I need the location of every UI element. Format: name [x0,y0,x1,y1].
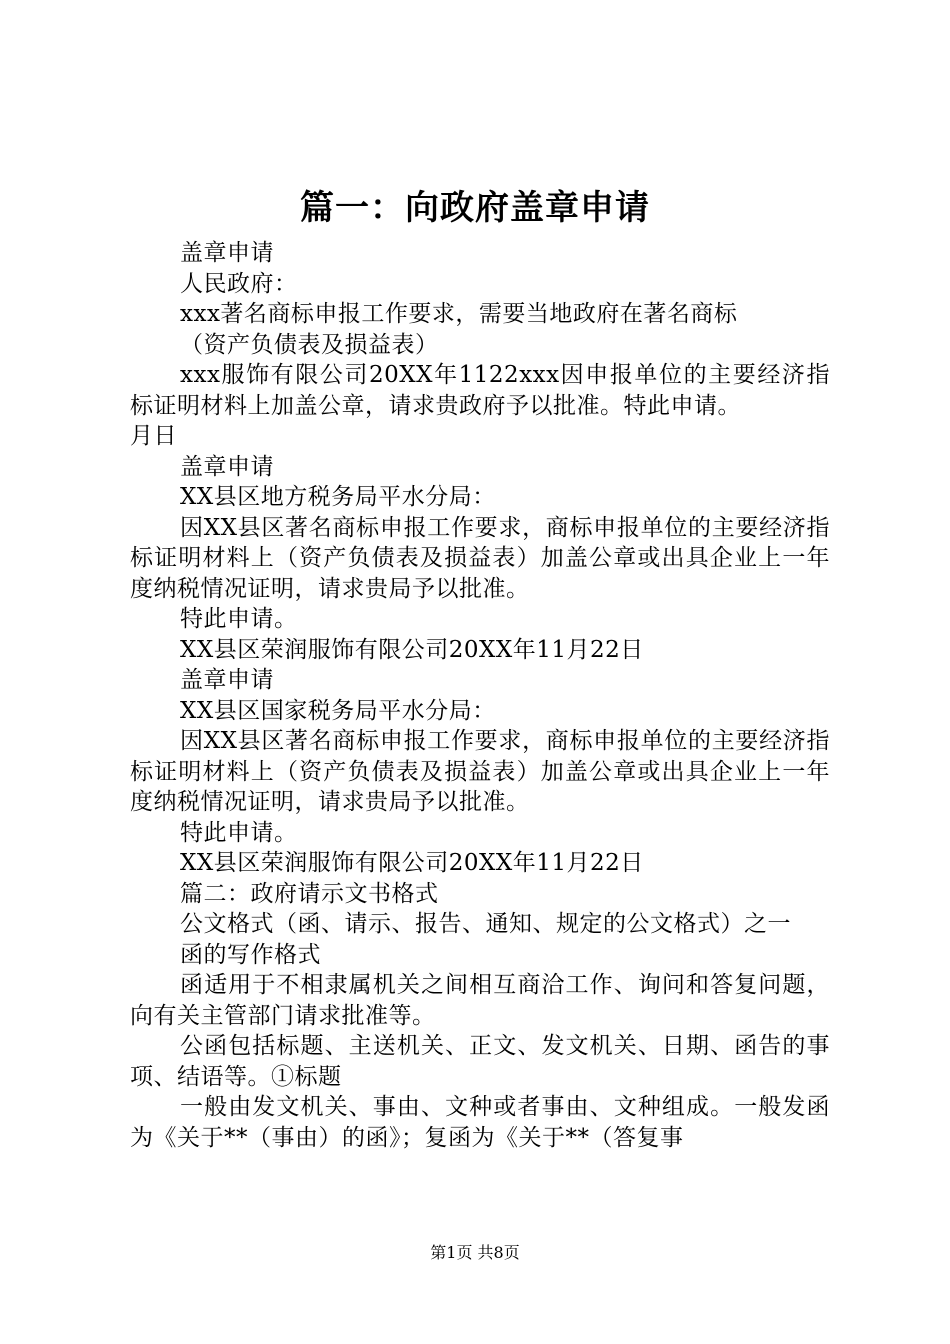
paragraph: 函的写作格式 [180,941,321,968]
paragraph: 函适用于不相隶属机关之间相互商洽工作、询问和答复问题，向有关主管部门请求批准等。 [130,972,830,1029]
paragraph: 特此申请。 [180,606,298,632]
paragraph: 人民政府： [180,270,298,297]
paragraph: 盖章申请 [180,240,274,266]
document-title: 篇一：向政府盖章申请 [300,188,650,228]
document-body [130,238,830,1153]
paragraph: 一般由发文机关、事由、文种或者事由、文种组成。一般发函为《关于**（事由）的函》；复函为《关于**（答复事 [130,1094,830,1151]
paragraph: 盖章申请 [180,667,274,693]
paragraph: 月日 [130,423,177,449]
paragraph: XX县区国家税务局平水分局： [180,697,496,724]
paragraph: 公文格式（函、请示、报告、通知、规定的公文格式）之一 [180,911,791,937]
paragraph: 篇二：政府请示文书格式 [180,880,439,907]
paragraph: 因XX县区著名商标申报工作要求，商标申报单位的主要经济指标证明材料上（资产负债表及损益表）加盖公章或出具企业上一年度纳税情况证明，请求贵局予以批准。 [130,514,830,602]
paragraph: XX县区地方税务局平水分局： [180,484,496,510]
page-number-footer: 第1页 共8页 [430,1243,520,1262]
paragraph: （资产负债表及损益表） [180,331,439,358]
paragraph: 特此申请。 [180,819,298,846]
paragraph: XX县区荣润服饰有限公司20XX年11月22日 [180,636,644,663]
paragraph: 公函包括标题、主送机关、正文、发文机关、日期、函告的事项、结语等。①标题 [130,1033,830,1090]
paragraph: xxx服饰有限公司20XX年1122xxx因申报单位的主要经济指标证明材料上加盖公章，请求贵政府予以批准。特此申请。 [130,362,830,419]
paragraph: xxx著名商标申报工作要求，需要当地政府在著名商标 [180,301,738,327]
paragraph: 盖章申请 [180,453,274,480]
paragraph: 因XX县区著名商标申报工作要求，商标申报单位的主要经济指标证明材料上（资产负债表及损益表）加盖公章或出具企业上一年度纳税情况证明，请求贵局予以批准。 [130,728,830,815]
paragraph: XX县区荣润服饰有限公司20XX年11月22日 [180,850,644,876]
